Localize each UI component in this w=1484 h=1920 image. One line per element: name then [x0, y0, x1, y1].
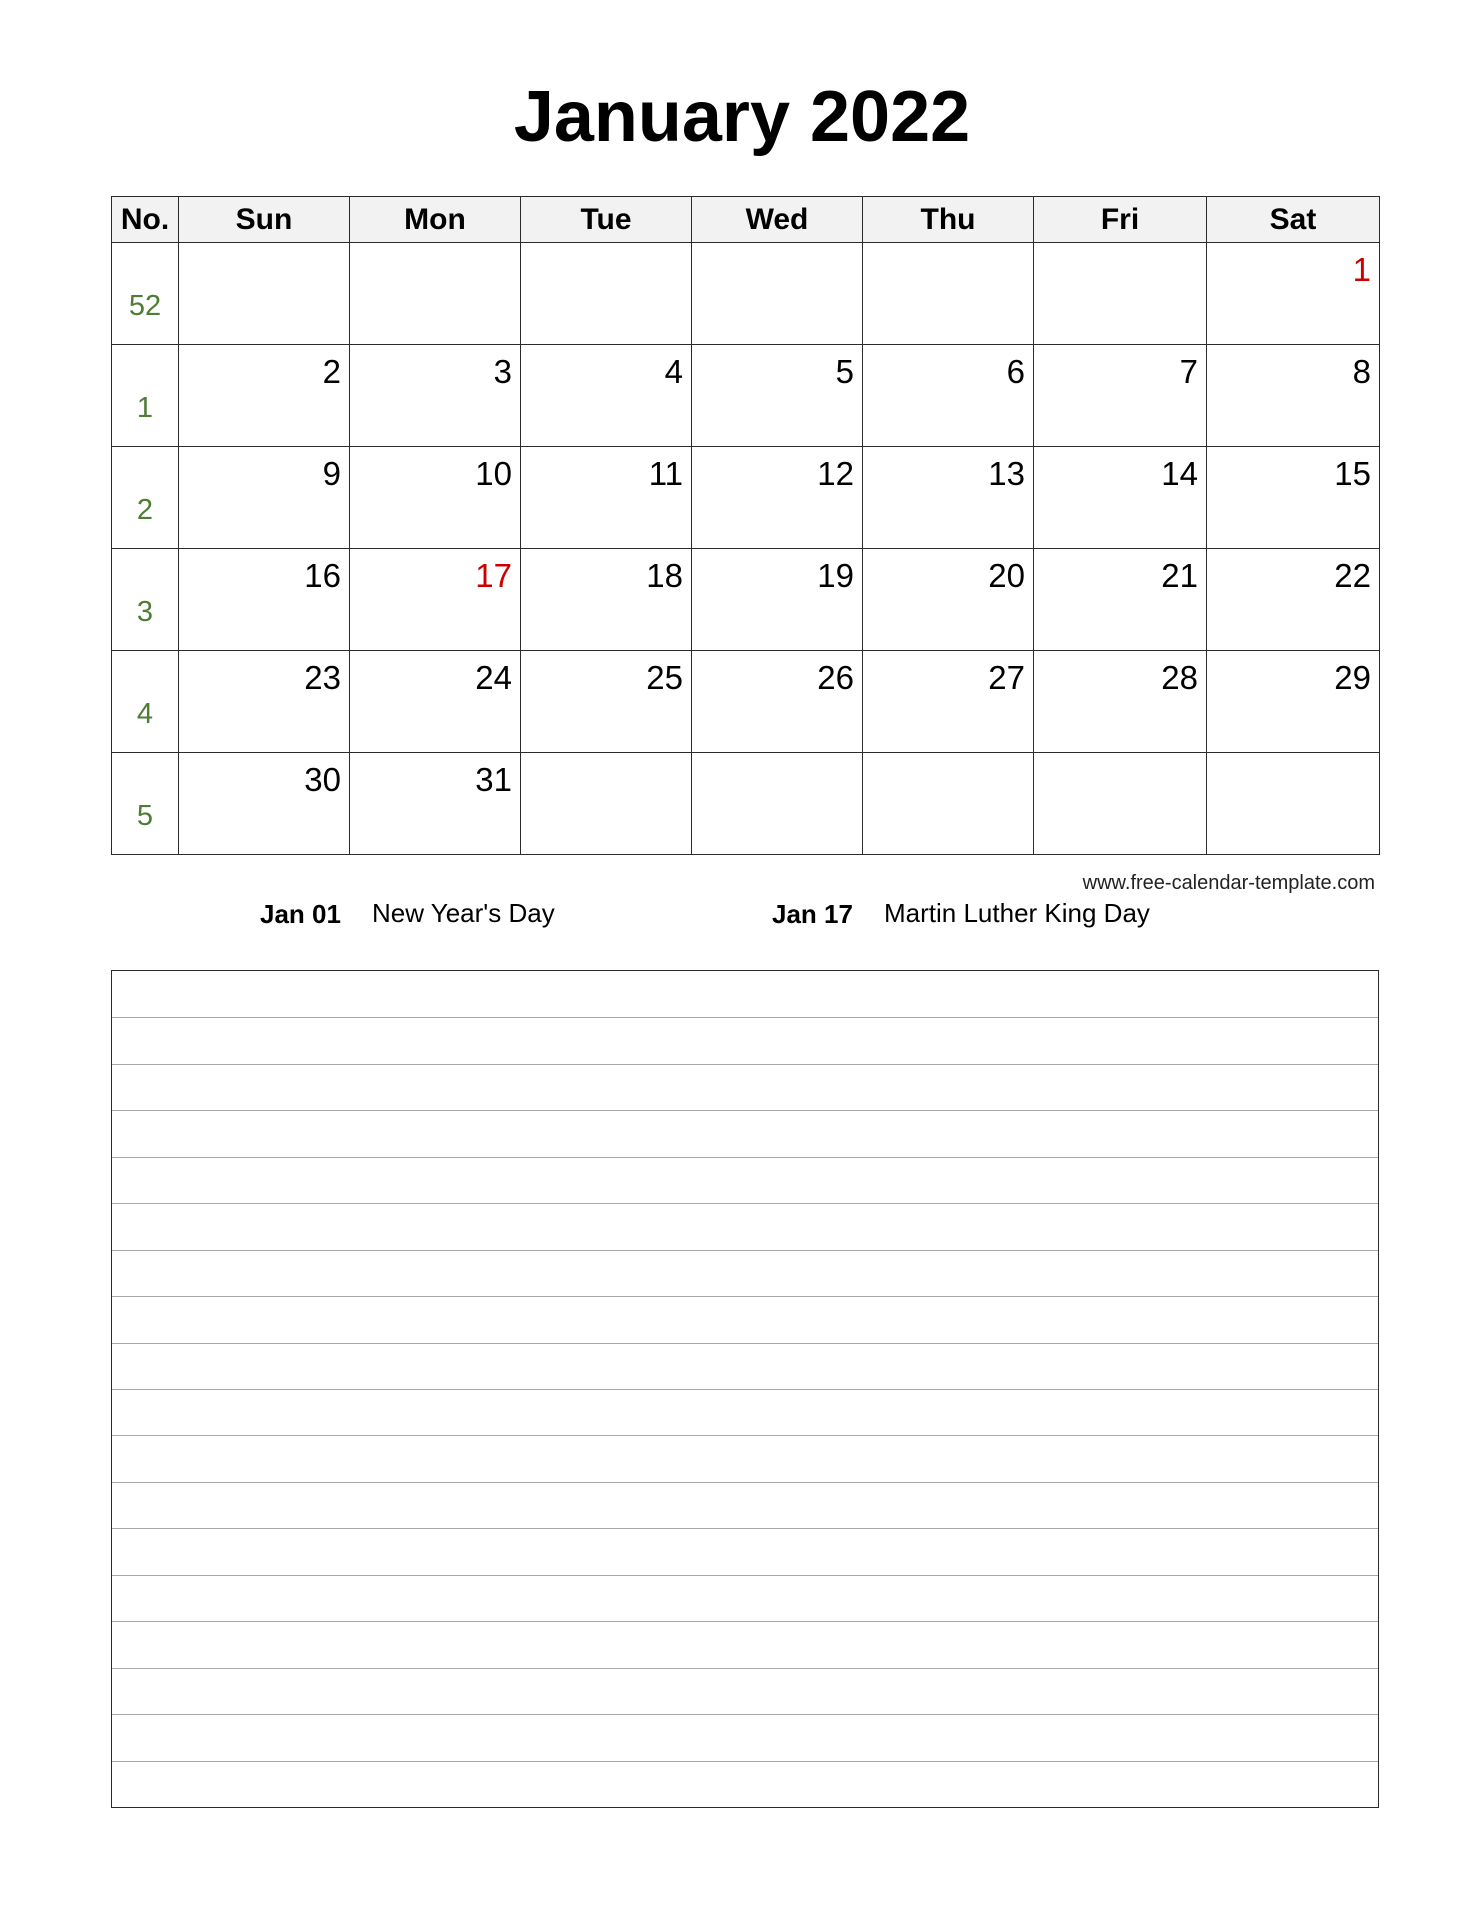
weekday-header-row [112, 197, 1380, 243]
note-line [112, 1621, 1378, 1622]
note-line [112, 1389, 1378, 1390]
week-number: 4 [136, 698, 154, 730]
week-row [112, 753, 1380, 855]
day-number: 11 [648, 455, 683, 492]
week-row [112, 345, 1380, 447]
day-number: 13 [988, 455, 1025, 492]
day-cell [1207, 651, 1380, 753]
month-calendar-grid [111, 196, 1380, 855]
day-cell [350, 549, 521, 651]
day-cell [521, 753, 692, 855]
week-row [112, 549, 1380, 651]
website-credit: www.free-calendar-template.com [1082, 872, 1375, 894]
day-cell [521, 447, 692, 549]
notes-area [111, 970, 1379, 1808]
note-line [112, 1203, 1378, 1204]
week-number: 5 [136, 800, 154, 832]
day-number: 21 [1161, 557, 1198, 594]
week-row [112, 447, 1380, 549]
note-line [112, 1435, 1378, 1436]
note-line [112, 1157, 1378, 1158]
day-number: 15 [1334, 455, 1371, 492]
day-cell [863, 549, 1034, 651]
day-cell [1207, 753, 1380, 855]
day-number: 31 [475, 761, 512, 798]
note-line [112, 1668, 1378, 1669]
day-cell [863, 345, 1034, 447]
day-number: 8 [1352, 353, 1371, 390]
header-thu: Thu [863, 197, 1034, 243]
day-number: 7 [1179, 353, 1198, 390]
week-number-cell [112, 243, 179, 345]
day-number: 4 [664, 353, 683, 390]
header-tue: Tue [521, 197, 692, 243]
week-number: 1 [136, 392, 154, 424]
holiday-date: Jan 17 [772, 899, 853, 929]
note-line [112, 1714, 1378, 1715]
day-cell [863, 651, 1034, 753]
day-cell [1034, 345, 1207, 447]
day-cell [863, 753, 1034, 855]
day-cell [1034, 447, 1207, 549]
header-mon: Mon [350, 197, 521, 243]
day-cell [692, 549, 863, 651]
day-number: 26 [817, 659, 854, 696]
day-number: 5 [835, 353, 854, 390]
day-number: 22 [1334, 557, 1371, 594]
calendar-title: January 2022 [513, 77, 971, 157]
week-number-cell [112, 651, 179, 753]
day-number: 14 [1161, 455, 1198, 492]
day-cell [1207, 345, 1380, 447]
week-number-cell [112, 345, 179, 447]
day-number: 29 [1334, 659, 1371, 696]
day-cell [692, 651, 863, 753]
note-line [112, 1761, 1378, 1762]
holiday-date: Jan 01 [260, 899, 341, 929]
day-cell [521, 243, 692, 345]
day-number: 18 [646, 557, 683, 594]
day-cell [350, 753, 521, 855]
note-line [112, 1575, 1378, 1576]
note-line [112, 1064, 1378, 1065]
note-line [112, 1017, 1378, 1018]
week-number-cell [112, 753, 179, 855]
note-line [112, 1296, 1378, 1297]
holiday-day-number: 17 [475, 557, 512, 594]
day-cell [179, 243, 350, 345]
day-cell [1207, 549, 1380, 651]
day-cell [179, 447, 350, 549]
day-cell [692, 447, 863, 549]
header-week-number: No. [112, 197, 179, 243]
day-cell [179, 549, 350, 651]
day-number: 23 [304, 659, 341, 696]
day-cell [863, 243, 1034, 345]
note-line [112, 1482, 1378, 1483]
day-number: 19 [817, 557, 854, 594]
day-number: 10 [475, 455, 512, 492]
day-cell [350, 447, 521, 549]
day-cell [521, 345, 692, 447]
day-cell [521, 651, 692, 753]
day-cell [1207, 243, 1380, 345]
note-line [112, 1343, 1378, 1344]
day-number: 20 [988, 557, 1025, 594]
day-number: 28 [1161, 659, 1198, 696]
day-cell [350, 243, 521, 345]
note-line [112, 1528, 1378, 1529]
day-cell [1034, 549, 1207, 651]
week-row [112, 651, 1380, 753]
day-cell [1207, 447, 1380, 549]
header-wed: Wed [692, 197, 863, 243]
day-cell [350, 345, 521, 447]
day-number: 2 [322, 353, 341, 390]
day-cell [692, 753, 863, 855]
week-row [112, 243, 1380, 345]
day-number: 25 [646, 659, 683, 696]
day-cell [692, 345, 863, 447]
holiday-name: New Year's Day [372, 898, 555, 928]
week-number-cell [112, 447, 179, 549]
week-number: 2 [136, 494, 154, 526]
day-number: 9 [322, 455, 341, 492]
week-number-cell [112, 549, 179, 651]
day-cell [350, 651, 521, 753]
holiday-name: Martin Luther King Day [884, 898, 1150, 928]
header-fri: Fri [1034, 197, 1207, 243]
day-cell [1034, 753, 1207, 855]
day-cell [179, 753, 350, 855]
holiday-day-number: 1 [1352, 251, 1371, 288]
day-cell [179, 651, 350, 753]
day-number: 16 [304, 557, 341, 594]
day-number: 6 [1006, 353, 1025, 390]
day-number: 30 [304, 761, 341, 798]
day-cell [1034, 651, 1207, 753]
day-cell [521, 549, 692, 651]
note-line [112, 1250, 1378, 1251]
day-number: 3 [493, 353, 512, 390]
day-cell [863, 447, 1034, 549]
header-sat: Sat [1207, 197, 1380, 243]
day-number: 27 [988, 659, 1025, 696]
day-cell [179, 345, 350, 447]
week-number: 3 [136, 596, 154, 628]
week-number: 52 [128, 290, 162, 322]
day-cell [692, 243, 863, 345]
note-line [112, 1110, 1378, 1111]
day-number: 24 [475, 659, 512, 696]
header-sun: Sun [179, 197, 350, 243]
day-number: 12 [817, 455, 854, 492]
day-cell [1034, 243, 1207, 345]
